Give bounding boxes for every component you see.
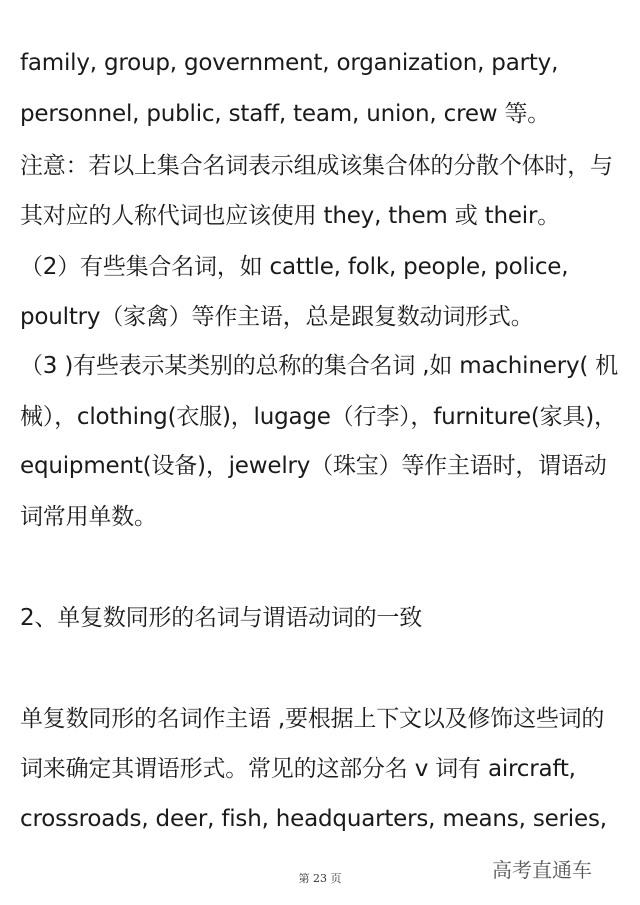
text-line: personnel, public, staff, team, union, crew 等。 [20, 101, 551, 127]
text-line: crossroads, deer, fish, headquarters, means, series, [20, 806, 607, 832]
text-line: 词常用单数。 [20, 504, 157, 530]
page-number: 第 23 页 [298, 872, 342, 885]
text-line: family, group, government, organization, party, [20, 50, 559, 76]
watermark-text: 高考直通车 [492, 858, 592, 882]
section-heading: 2、单复数同形的名词与谓语动词的一致 [20, 605, 423, 631]
text-line: 其对应的人称代词也应该使用 they, them 或 their。 [20, 203, 561, 229]
text-line: 单复数同形的名词作主语 ,要根据上下文以及修饰这些词的 [20, 706, 605, 732]
text-line: equipment(设备)，jewelry（珠宝）等作主语时，谓语动 [20, 453, 607, 479]
text-line: 词来确定其谓语形式。常见的这部分名 v 词有 aircraft, [20, 756, 576, 782]
text-line: 械），clothing(衣服)，lugage（行李），furniture(家具)， [20, 404, 617, 430]
text-line: （3 )有些表示某类别的总称的集合名词 ,如 machinery( 机 [20, 353, 619, 379]
text-line: poultry（家禽）等作主语，总是跟复数动词形式。 [20, 304, 534, 330]
text-line: （2）有些集合名词，如 cattle, folk, people, police, [20, 254, 569, 280]
text-line: 注意：若以上集合名词表示组成该集合体的分散个体时，与 [20, 153, 613, 179]
